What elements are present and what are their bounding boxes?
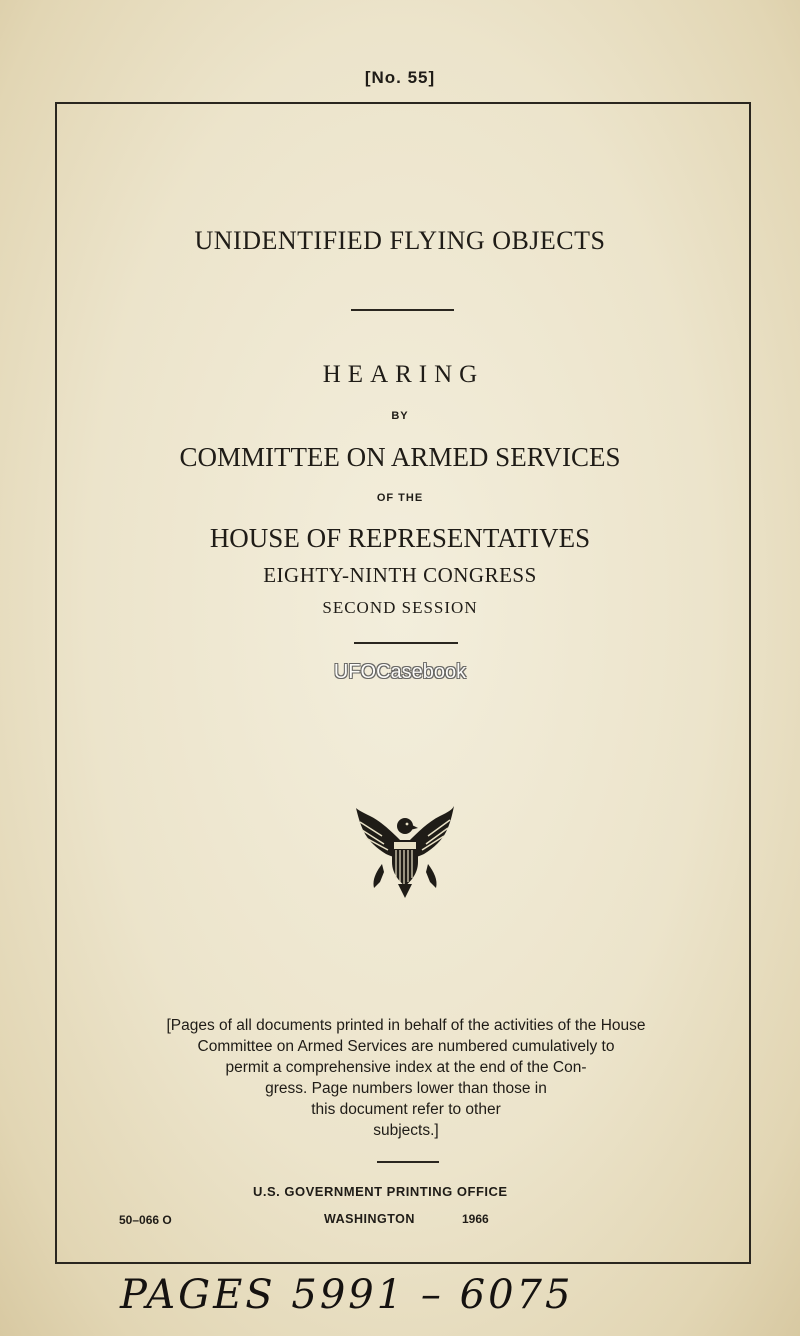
handwritten-page-range: PAGES 5991 – 6075 — [120, 1272, 574, 1318]
session-label: SECOND SESSION — [322, 598, 478, 617]
document-code: 50–066 O — [119, 1213, 172, 1227]
city-label: WASHINGTON — [324, 1212, 415, 1226]
title-divider — [351, 309, 454, 311]
house-name: HOUSE OF REPRESENTATIVES — [209, 523, 591, 553]
footer-divider — [377, 1161, 439, 1163]
notice-line: [Pages of all documents printed in behalf of the activities of the House — [166, 1017, 646, 1034]
page-title: UNIDENTIFIED FLYING OBJECTS — [194, 226, 606, 255]
document-number: [No. 55] — [364, 68, 436, 87]
of-the-label: OF THE — [376, 492, 424, 504]
notice-line: this document refer to other — [311, 1101, 501, 1118]
printing-office: U.S. GOVERNMENT PRINTING OFFICE — [253, 1184, 508, 1199]
committee-name: COMMITTEE ON ARMED SERVICES — [179, 442, 621, 472]
hearing-label: HEARING — [322, 361, 485, 388]
notice-line: permit a comprehensive index at the end of the Con- — [225, 1059, 587, 1076]
congress-label: EIGHTY-NINTH CONGRESS — [263, 563, 537, 587]
by-label: BY — [391, 410, 409, 422]
notice-paragraph — [100, 1015, 712, 1141]
watermark: UFOCasebook — [333, 661, 467, 683]
notice-line: gress. Page numbers lower than those in — [265, 1080, 547, 1097]
notice-line: subjects.] — [373, 1122, 439, 1139]
eagle-seal-icon — [352, 802, 458, 900]
notice-line: Committee on Armed Services are numbered cumulatively to — [197, 1038, 615, 1055]
session-divider — [354, 642, 458, 644]
year-label: 1966 — [462, 1212, 489, 1226]
